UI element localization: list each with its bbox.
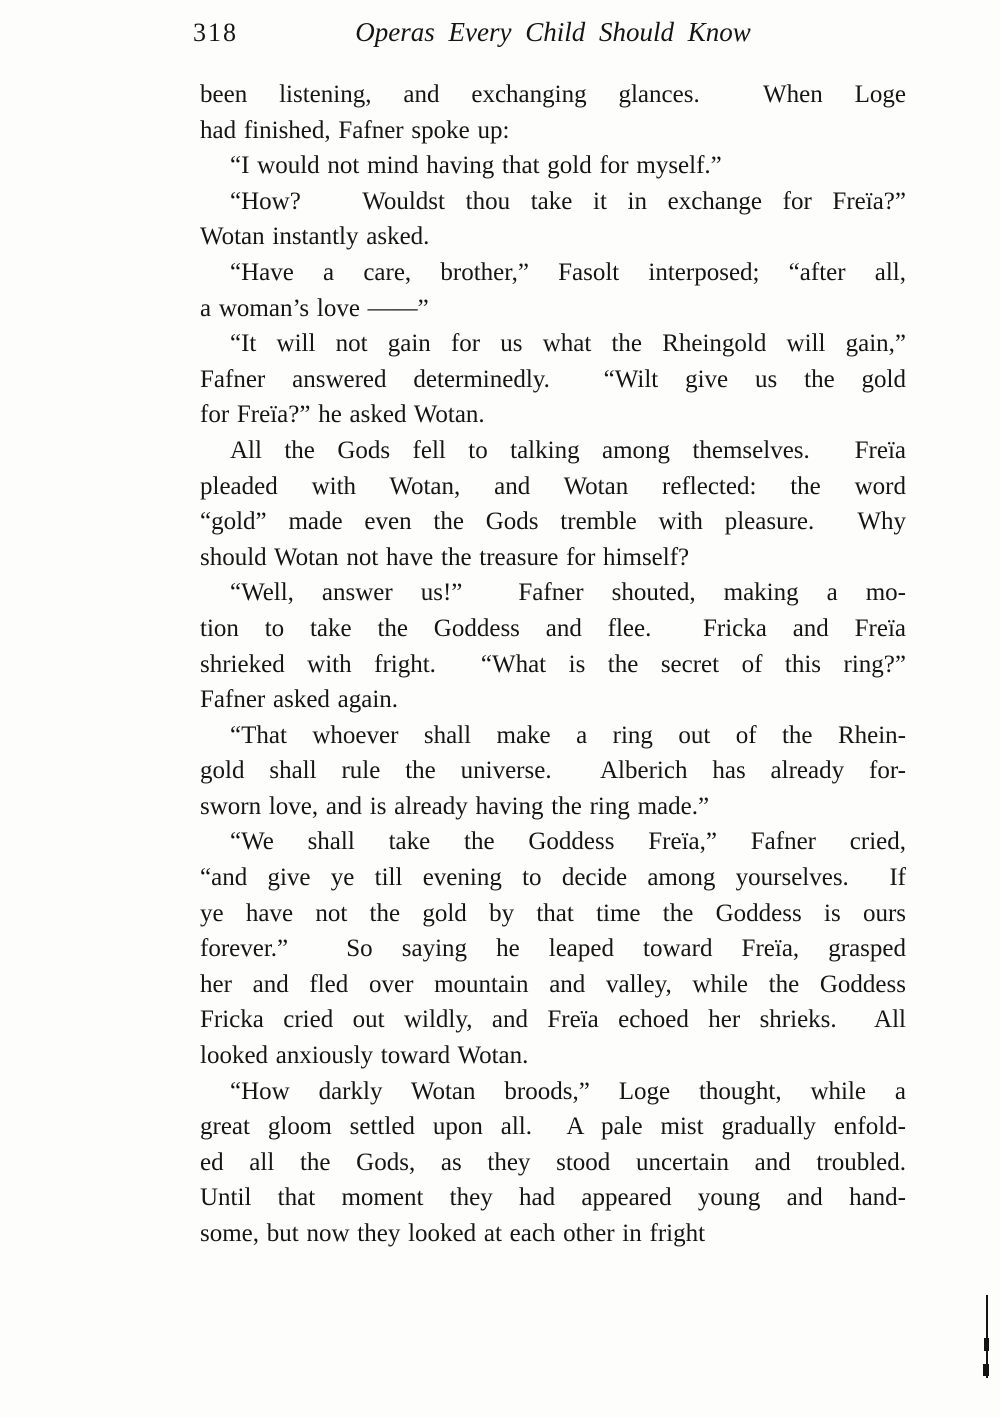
text-line: “We shall take the Goddess Freïa,” Fafner cried, bbox=[230, 828, 906, 856]
text-line: should Wotan not have the treasure for himself? bbox=[200, 543, 690, 571]
text-line: “gold” made even the Gods tremble with pleasure. Why bbox=[200, 508, 906, 536]
text-line: looked anxiously toward Wotan. bbox=[200, 1042, 529, 1070]
text-line: “Well, answer us!” Fafner shouted, making a mo- bbox=[230, 579, 906, 607]
text-line: forever.” So saying he leaped toward Freïa, grasped bbox=[200, 935, 906, 963]
scan-artifact-blob bbox=[983, 1364, 989, 1376]
text-line: Fafner answered determinedly. “Wilt give us the gold bbox=[200, 365, 906, 393]
text-line: pleaded with Wotan, and Wotan reflected: the word bbox=[200, 472, 906, 500]
text-line: been listening, and exchanging glances. When Loge bbox=[200, 81, 906, 108]
text-line: Fricka cried out wildly, and Freïa echoed her shrieks. All bbox=[200, 1006, 906, 1034]
text-line: for Freïa?” he asked Wotan. bbox=[200, 401, 485, 429]
text-line: ye have not the gold by that time the Goddess is ours bbox=[200, 899, 906, 927]
text-line: her and fled over mountain and valley, while the Goddess bbox=[200, 970, 906, 998]
text-line: sworn love, and is already having the ring made.” bbox=[200, 792, 710, 820]
text-line: “How? Wouldst thou take it in exchange for Freïa?” bbox=[230, 187, 906, 215]
text-line: “That whoever shall make a ring out of the Rhein- bbox=[230, 721, 906, 749]
text-line: gold shall rule the universe. Alberich has already for- bbox=[200, 757, 906, 785]
text-line: a woman’s love ——” bbox=[200, 294, 429, 322]
text-line: tion to take the Goddess and flee. Fricka and Freïa bbox=[200, 614, 906, 642]
text-line: Fafner asked again. bbox=[200, 686, 399, 714]
page-number: 318 bbox=[193, 18, 238, 47]
text-line: had finished, Fafner spoke up: bbox=[200, 116, 510, 144]
text-line: “It will not gain for us what the Rheingold will gain,” bbox=[230, 330, 906, 358]
text-line: “How darkly Wotan broods,” Loge thought, while a bbox=[230, 1077, 906, 1105]
text-line: Wotan instantly asked. bbox=[200, 223, 430, 251]
text-line: All the Gods fell to talking among themselves. Freïa bbox=[230, 436, 906, 464]
scan-artifact-blob bbox=[984, 1338, 989, 1351]
text-line: “and give ye till evening to decide among yourselves. If bbox=[200, 864, 906, 892]
text-line: “Have a care, brother,” Fasolt interposed; “after all, bbox=[230, 258, 906, 286]
running-header-title: Operas Every Child Should Know bbox=[355, 17, 751, 47]
text-line: “I would not mind having that gold for myself.” bbox=[230, 152, 722, 180]
text-line: great gloom settled upon all. A pale mist gradually enfold- bbox=[200, 1113, 906, 1141]
text-line: Until that moment they had appeared young and hand- bbox=[200, 1184, 906, 1212]
text-line: some, but now they looked at each other in fright bbox=[200, 1220, 706, 1247]
text-line: ed all the Gods, as they stood uncertain and troubled. bbox=[200, 1148, 906, 1176]
page-body-text bbox=[200, 77, 906, 1252]
text-line: shrieked with fright. “What is the secret of this ring?” bbox=[200, 650, 906, 678]
